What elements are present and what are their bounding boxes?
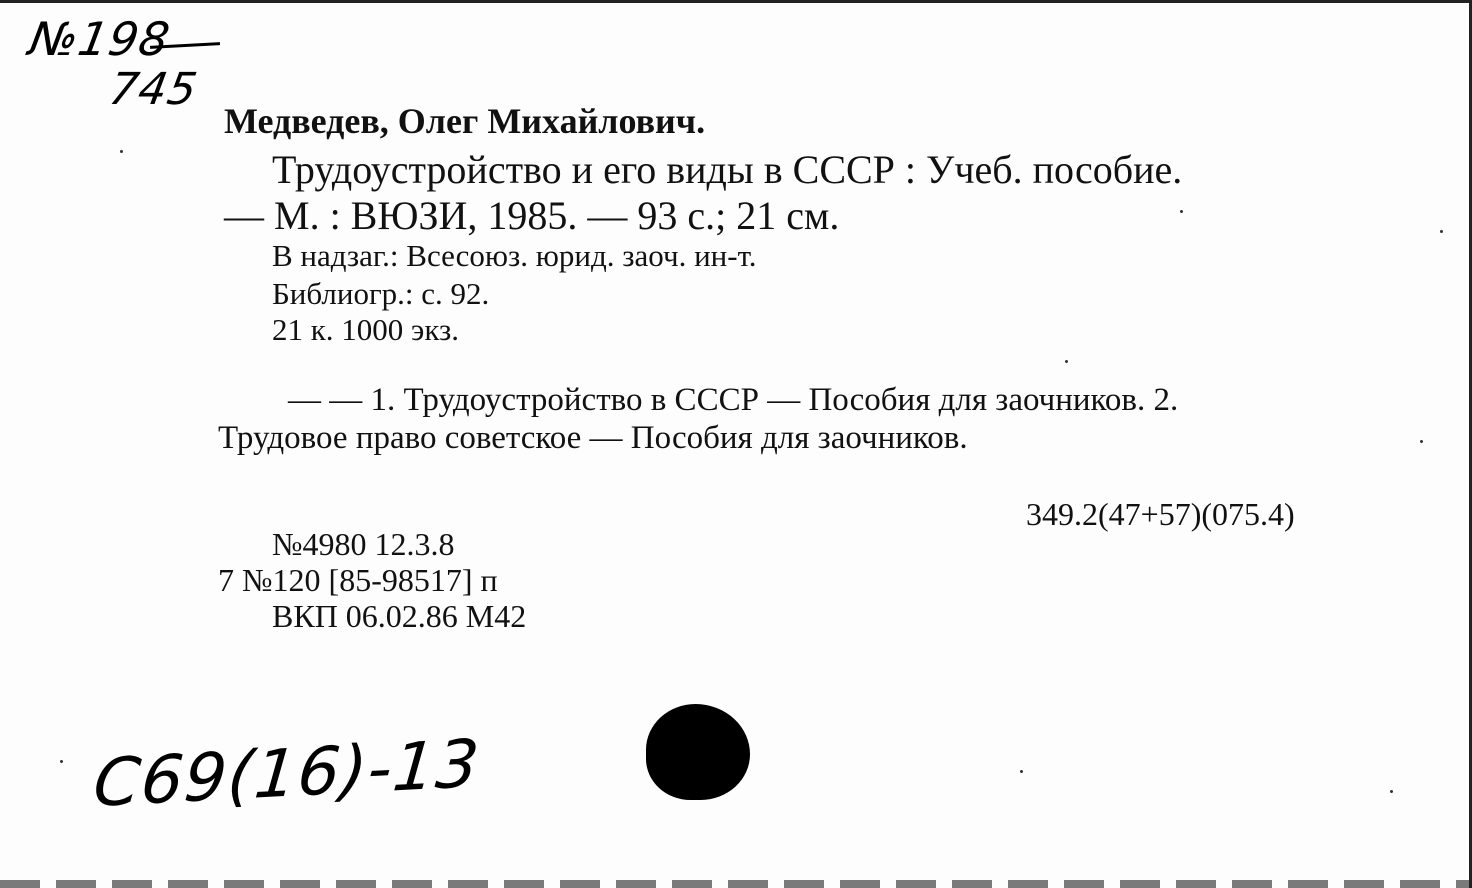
title-line-2: — М. : ВЮЗИ, 1985. — 93 с.; 21 см. bbox=[224, 193, 840, 238]
speck bbox=[1390, 790, 1393, 793]
subject-headings-line-2: Трудовое право советское — Пособия для заочников. bbox=[218, 420, 968, 456]
record-number-3: ВКП 06.02.86 М42 bbox=[272, 598, 527, 634]
author-heading: Медведев, Олег Михайлович. bbox=[224, 101, 706, 141]
note-header: В надзаг.: Всесоюз. юрид. заоч. ин-т. bbox=[272, 238, 757, 273]
note-price-print-run: 21 к. 1000 экз. bbox=[272, 312, 460, 347]
speck bbox=[1180, 210, 1183, 213]
speck bbox=[1440, 230, 1443, 233]
handwritten-call-number-top: №198 bbox=[25, 12, 175, 66]
punch-hole bbox=[646, 704, 750, 800]
card-bottom-edge bbox=[0, 880, 1472, 888]
record-number-1: №4980 12.3.8 bbox=[272, 526, 455, 562]
classification-code: 349.2(47+57)(075.4) bbox=[1026, 496, 1295, 532]
record-number-2: 7 №120 [85-98517] п bbox=[218, 562, 498, 598]
note-bibliography: Библиогр.: с. 92. bbox=[272, 276, 490, 311]
speck bbox=[1065, 360, 1068, 363]
subject-headings-line-1: — — 1. Трудоустройство в СССР — Пособия для заочников. 2. bbox=[288, 382, 1179, 418]
handwritten-call-number-bottom: С69(16)-13 bbox=[90, 725, 483, 822]
speck bbox=[1020, 770, 1023, 773]
speck bbox=[60, 760, 63, 763]
handwritten-call-number-second: 745 bbox=[105, 64, 202, 115]
speck bbox=[1420, 440, 1423, 443]
speck bbox=[120, 150, 123, 153]
title-line-1: Трудоустройство и его виды в СССР : Учеб. пособие. bbox=[272, 147, 1183, 192]
